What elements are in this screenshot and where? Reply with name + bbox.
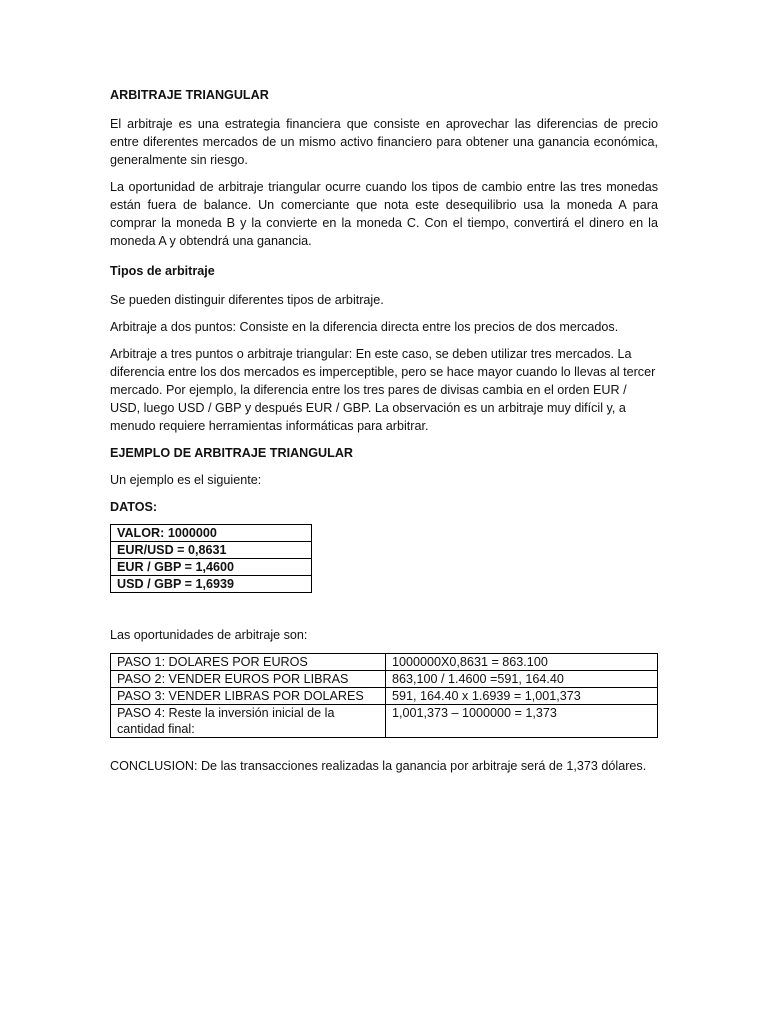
datos-label: DATOS: (110, 500, 158, 514)
paragraph-opportunity: La oportunidad de arbitraje triangular ocurre cuando los tipos de cambio entre las tres monedas están fuera de balance. Un comerciante que nota este desequilibrio usa la moneda A para comprar la moneda B y la convierte en la moneda C. Con el tiempo, convertirá el dinero en la moneda A y obtendrá una ganancia. (110, 180, 658, 248)
table-row (111, 542, 312, 559)
table-cell: VALOR: 1000000 (111, 525, 312, 542)
calculo-cell: 1000000X0,8631 = 863.100 (386, 654, 658, 671)
calculo-cell: 591, 164.40 x 1.6939 = 1,001,373 (386, 688, 658, 705)
table-row (111, 671, 658, 688)
paso-cell: PASO 4: Reste la inversión inicial de la cantidad final: (111, 705, 386, 738)
table-row (111, 688, 658, 705)
table-row (111, 576, 312, 593)
table-cell: USD / GBP = 1,6939 (111, 576, 312, 593)
section-heading-tipos: Tipos de arbitraje (110, 264, 215, 278)
datos-table (110, 524, 312, 593)
table-cell: EUR/USD = 0,8631 (111, 542, 312, 559)
calculo-cell: 1,001,373 – 1000000 = 1,373 (386, 705, 658, 738)
paragraph-dos-puntos: Arbitraje a dos puntos: Consiste en la diferencia directa entre los precios de dos mercados. (110, 320, 619, 334)
oportunidades-label: Las oportunidades de arbitraje son: (110, 628, 308, 642)
table-row (111, 705, 658, 738)
calculo-cell: 863,100 / 1.4600 =591, 164.40 (386, 671, 658, 688)
conclusion-text: CONCLUSION: De las transacciones realizadas la ganancia por arbitraje será de 1,373 dólares. (110, 759, 647, 773)
paso-cell: PASO 2: VENDER EUROS POR LIBRAS (111, 671, 386, 688)
pasos-table (110, 653, 658, 738)
table-row (111, 525, 312, 542)
ejemplo-intro: Un ejemplo es el siguiente: (110, 473, 262, 487)
paragraph-definition: El arbitraje es una estrategia financiera que consiste en aprovechar las diferencias de precio entre diferentes mercados de un mismo activo financiero para obtener una ganancia económica, generalmente sin riesgo. (110, 117, 658, 167)
document-content (110, 86, 658, 784)
table-row (111, 559, 312, 576)
table-cell: EUR / GBP = 1,4600 (111, 559, 312, 576)
paragraph-tres-puntos: Arbitraje a tres puntos o arbitraje triangular: En este caso, se deben utilizar tres mercados. La diferencia entre los dos mercados es imperceptible, pero se hace mayor cuando lo llevas al tercer mercado. Por ejemplo, la diferencia entre los tres pares de divisas cambia en el orden EUR / USD, luego USD / GBP y después EUR / GBP. La observación es un arbitraje muy difícil y, a menudo requiere herramientas informáticas para arbitrar. (110, 347, 656, 433)
table-row (111, 654, 658, 671)
document-title: ARBITRAJE TRIANGULAR (110, 88, 269, 102)
paso-cell: PASO 1: DOLARES POR EUROS (111, 654, 386, 671)
section-heading-ejemplo: EJEMPLO DE ARBITRAJE TRIANGULAR (110, 446, 354, 460)
paragraph-tipos-intro: Se pueden distinguir diferentes tipos de arbitraje. (110, 293, 384, 307)
paso-cell: PASO 3: VENDER LIBRAS POR DOLARES (111, 688, 386, 705)
